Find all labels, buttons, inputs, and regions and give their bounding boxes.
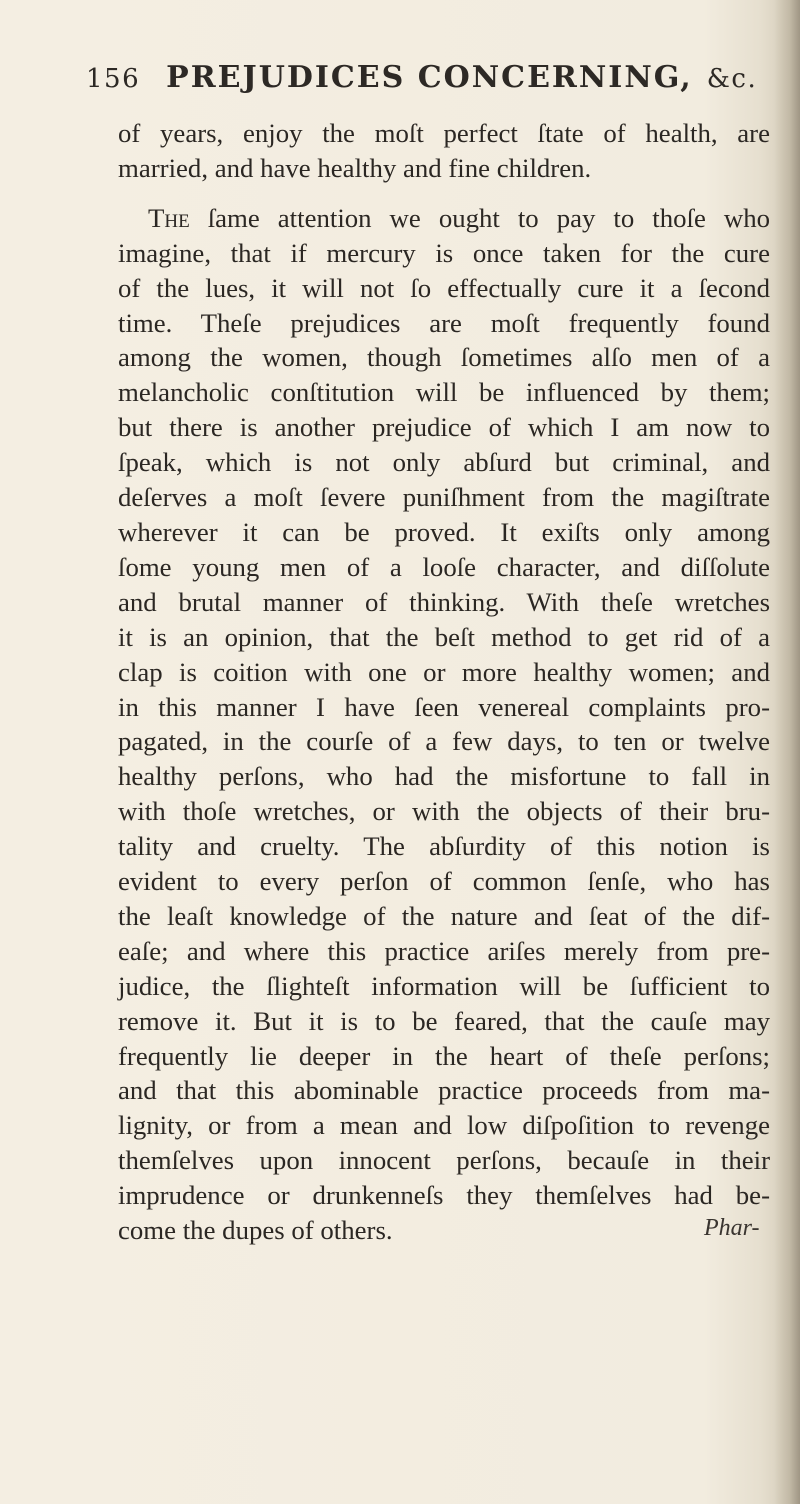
text-line: time. Theſe prejudices are moſt frequently found xyxy=(118,307,770,338)
text-line: eaſe; and where this practice ariſes merely from pre- xyxy=(118,935,770,966)
text-line: melancholic conſtitution will be influenced by them; xyxy=(118,377,770,408)
lead-word: The xyxy=(148,202,190,233)
body-text xyxy=(118,116,770,1248)
text-line: it is an opinion, that the beſt method to get rid of a xyxy=(118,621,770,652)
text-line-rest: ſame attention we ought to pay to thoſe who xyxy=(189,202,770,233)
text-line: imprudence or drunkenneſs they themſelves had be- xyxy=(118,1180,770,1211)
text-line: frequently lie deeper in the heart of theſe perſons; xyxy=(118,1040,770,1071)
text-line: with thoſe wretches, or with the objects of their bru- xyxy=(118,796,770,827)
page-edge-shadow xyxy=(774,0,800,1504)
text-line: remove it. But it is to be feared, that the cauſe may xyxy=(118,1005,770,1036)
text-line: ſome young men of a looſe character, and diſſolute xyxy=(118,551,770,582)
catchword: Phar- xyxy=(704,1215,760,1241)
text-line: tality and cruelty. The abſurdity of this notion is xyxy=(118,831,770,862)
page-number: 156 xyxy=(86,64,141,94)
text-line: imagine, that if mercury is once taken for the cure xyxy=(118,237,770,268)
text-line: healthy perſons, who had the misfortune to fall in xyxy=(118,761,770,792)
text-line: and that this abominable practice proceeds from ma- xyxy=(118,1075,770,1106)
text-line: themſelves upon innocent perſons, becauſe in their xyxy=(118,1145,770,1176)
running-head xyxy=(86,60,776,95)
text-line: lignity, or from a mean and low diſpoſition to revenge xyxy=(118,1110,770,1141)
running-title-suffix: &c. xyxy=(706,64,758,94)
text-line xyxy=(118,201,770,236)
text-line: evident to every perſon of common ſenſe, who has xyxy=(118,866,770,897)
text-line: clap is coition with one or more healthy women; and xyxy=(118,656,770,687)
text-line: among the women, though ſometimes alſo men of a xyxy=(118,342,770,373)
text-line: deſerves a moſt ſevere puniſhment from the magiſtrate xyxy=(118,482,770,513)
text-line: wherever it can be proved. It exiſts only among xyxy=(118,516,770,547)
text-line: of years, enjoy the moſt perfect ſtate of health, are xyxy=(118,118,770,148)
text-line: pagated, in the courſe of a few days, to ten or twelve xyxy=(118,726,770,757)
text-line: the leaſt knowledge of the nature and ſeat of the dif- xyxy=(118,900,770,931)
text-line: married, and have healthy and fine children. xyxy=(118,152,592,183)
text-line: judice, the ſlighteſt information will be ſufficient to xyxy=(118,970,770,1001)
running-title: PREJUDICES CONCERNING, xyxy=(166,60,693,95)
text-line: ſpeak, which is not only abſurd but criminal, and xyxy=(118,447,770,478)
text-line: come the dupes of others. xyxy=(118,1215,393,1246)
text-line: of the lues, it will not ſo effectually cure it a ſecond xyxy=(118,272,770,303)
text-line: and brutal manner of thinking. With theſe wretches xyxy=(118,586,770,617)
paragraph-gap xyxy=(118,186,770,201)
text-line: but there is another prejudice of which I am now to xyxy=(118,412,770,443)
text-line: in this manner I have ſeen venereal complaints pro- xyxy=(118,691,770,722)
